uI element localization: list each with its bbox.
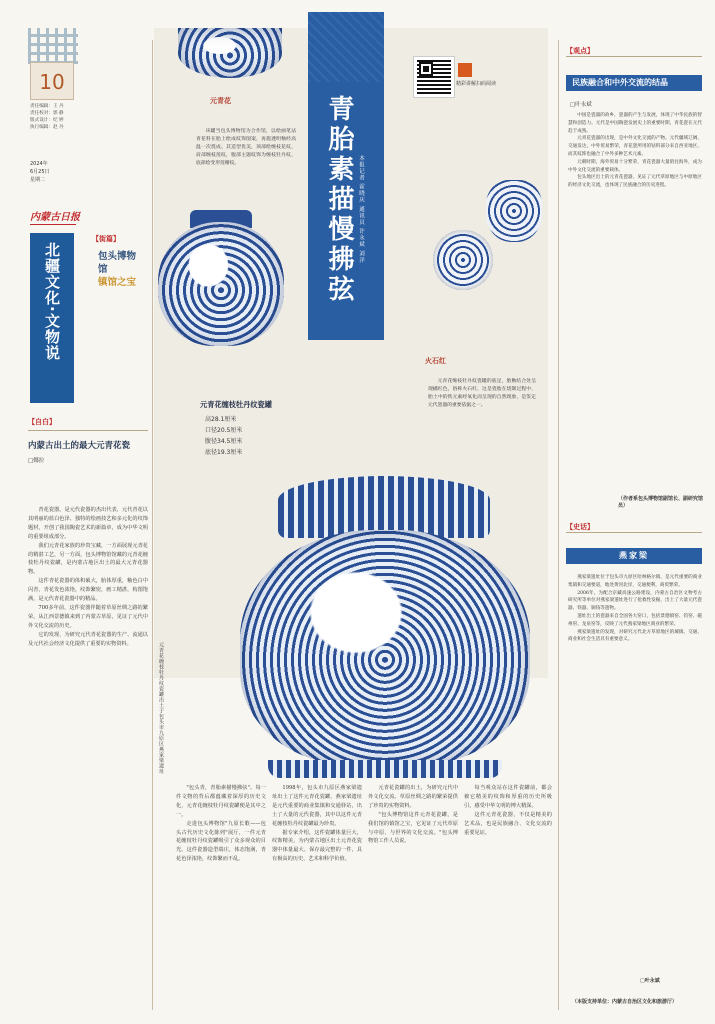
paragraph: 元青花瓷罐的出土，为研究元代中外文化交流、草原丝绸之路的繁荣提供了珍贵的实物资料。 bbox=[368, 785, 458, 809]
staff-line: 责任校对：郭 静 bbox=[30, 111, 64, 116]
date-year: 2024年 bbox=[30, 161, 48, 167]
feature-body-col-1 bbox=[176, 784, 266, 1014]
tag-rule bbox=[566, 56, 702, 57]
museum-column-title bbox=[98, 250, 138, 289]
newspaper-logo: 内蒙古日报 bbox=[30, 212, 80, 223]
text-huoshihong: 元青花缠枝牡丹纹瓷罐的底足，胎釉结合处呈现橘红色，俗称火石红，这是瓷胎在烧制过程中，胎土中的铁元素经氧化而呈现的自然现象，是鉴定元代瓷器的重要依据之一。 bbox=[428, 379, 536, 408]
history-headline: 燕家梁 bbox=[566, 548, 702, 564]
feature-body-col-3 bbox=[368, 784, 458, 1014]
left-article-byline: □娜拉 bbox=[28, 458, 45, 464]
left-article-tag: 【自白】 bbox=[28, 418, 56, 426]
left-article-header bbox=[28, 417, 148, 464]
jar-side-photo bbox=[486, 180, 542, 242]
feature-byline: 本报记者 霍晓庆 通讯员 许永斌 刘洋 bbox=[358, 155, 364, 264]
opinion-tag: 【观点】 bbox=[566, 47, 594, 55]
feature-body-col-4 bbox=[464, 784, 552, 1014]
paragraph: 元青花瓷器的出现，是中外文化交流的产物。元代疆域辽阔，交通发达，中外贸易繁荣，青花瓷所用的钴料部分来自西亚地区，而其纹饰也融合了中外多种艺术元素。 bbox=[568, 136, 702, 157]
paragraph: 走进包头博物馆"九原长歌——包头古代历史文化陈列"展厅，一件元青花缠枝牡丹纹瓷罐吸引了众多观众的目光。这件瓷器造型端庄，体态饱满，青花色泽浓艳，纹饰繁而不乱。 bbox=[176, 820, 266, 863]
banner-pattern bbox=[308, 12, 384, 82]
paragraph: 遗址出土的瓷器来自全国各大窑口，包括景德镇窑、钧窑、磁州窑、龙泉窑等，反映了元代燕家梁地区商业的繁荣。 bbox=[568, 613, 702, 627]
tag-rule bbox=[28, 430, 148, 431]
feature-title: 青胎素描慢拂弦 bbox=[324, 95, 354, 305]
history-body bbox=[568, 574, 702, 976]
paragraph: 700多年前，这件瓷器伴随着草原丝绸之路的繁荣，从江西景德镇来到了内蒙古草原，见证了元代中外文化交流的历史。 bbox=[28, 604, 148, 629]
label-huoshihong: 火石红 bbox=[425, 357, 446, 365]
spec-item: 腹径34.5厘米 bbox=[205, 438, 243, 445]
spec-item: 高28.1厘米 bbox=[205, 416, 237, 423]
paragraph: 这件青花瓷器的体积硕大，胎体厚重，釉色白中闪青，青花发色浓艳，纹饰繁密，画工精湛，构图饱满，是元代青花瓷器中的精品。 bbox=[28, 578, 148, 603]
vase-large-photo bbox=[240, 530, 530, 766]
paragraph: "包头青，青胎素描慢拂弦"。每一件文物的背后都蕴藏着深厚的历史文化，元青花缠枝牡丹纹瓷罐便是其中之一。 bbox=[176, 785, 266, 818]
column-divider bbox=[558, 40, 559, 1010]
artifact-name: 元青花缠枝牡丹纹瓷罐 bbox=[200, 400, 272, 409]
qr-finder bbox=[421, 64, 431, 74]
paragraph: 1998年，包头市九原区燕家梁遗址出土了这件元青花瓷罐。燕家梁遗址是元代重要的商业集镇和交通驿站，出土了大量的元代瓷器，其中以这件元青花缠枝牡丹纹瓷罐最为珍贵。 bbox=[272, 785, 362, 827]
date-day: 6月25日 bbox=[30, 169, 50, 175]
paragraph: 2006年，为配合京藏高速公路建设，内蒙古自治区文物考古研究所等单位对燕家梁遗址进行了抢救性发掘，出土了大量元代瓷器、铁器、铜钱等遗物。 bbox=[568, 590, 702, 612]
history-author: □叶永斌 bbox=[640, 978, 660, 984]
section-title: 北疆文化·文物说 bbox=[43, 242, 61, 361]
opinion-body bbox=[568, 112, 702, 504]
logo-rule bbox=[30, 224, 76, 225]
paragraph: 包头地区出土的元青花瓷器，见证了元代草原地区与中原地区的经济文化交流，也体现了民族融合的历史进程。 bbox=[568, 175, 702, 189]
vase-base-photo bbox=[433, 230, 493, 290]
vase-large-base bbox=[268, 760, 502, 778]
page-footer-note: （本版支持单位：内蒙古自治区文化和旅游厅） bbox=[572, 999, 678, 1005]
text-yuanqinghua: 该罐当包头博物馆为合作馆，以绘画笔法青花料在胎上绘成纹饰图案，再施透明釉经高温一次烧成。其造型优美，颈部绘缠枝花纹，肩部缠枝莲纹，腹部主题纹饰为缠枝牡丹纹，底部绘变形莲瓣纹。 bbox=[196, 129, 296, 166]
history-tag: 【史话】 bbox=[566, 523, 594, 531]
museum-column-tag: 【街篇】 bbox=[92, 235, 120, 243]
staff-line: 执行编辑：赵 丹 bbox=[30, 125, 64, 130]
staff-line: 版式设计：纪 婷 bbox=[30, 118, 64, 123]
date-week: 星期二 bbox=[30, 177, 46, 183]
left-article-body bbox=[28, 506, 148, 1012]
opinion-author-note: （作者系包头博物馆副馆长、副研究馆员） bbox=[618, 496, 704, 509]
column-divider bbox=[152, 40, 153, 1010]
photo-caption: 元青花缠枝牡丹纹瓷罐出土于包头市九原区燕家梁遗址 bbox=[158, 642, 164, 774]
issue-date bbox=[30, 160, 74, 184]
paragraph: 它的发现，为研究元代青花瓷器的生产、流通以及元代社会经济文化提供了重要的实物资料。 bbox=[28, 631, 148, 647]
museum-name: 包头博物馆 bbox=[98, 251, 137, 275]
spec-item: 底径19.3厘米 bbox=[205, 449, 243, 456]
museum-treasure: 镇馆之宝 bbox=[98, 277, 137, 288]
page-number: 10 bbox=[30, 62, 74, 100]
paragraph: 元朝时期，海外贸易十分繁荣，青花瓷器大量销往海外，成为中外文化交流的重要载体。 bbox=[568, 159, 702, 173]
paragraph: 燕家梁遗址的发现，对研究元代北方草原地区的城镇、交通、商业和社会生活具有重要意义。 bbox=[568, 629, 702, 643]
paragraph: 据专家介绍，这件瓷罐体量巨大，纹饰精美，为内蒙古地区出土元青花瓷器中体量最大、保存最完整的一件，具有极高的历史、艺术和科学价值。 bbox=[272, 829, 362, 863]
app-logo-icon bbox=[458, 63, 472, 77]
artifact-specs bbox=[205, 414, 242, 458]
paragraph: 这件元青花瓷器，不仅是精美的艺术品，也是民族融合、文化交流的重要见证。 bbox=[464, 811, 552, 836]
vase-large-neck bbox=[278, 476, 490, 538]
paragraph: 我们元青花家族的珍贵宝藏，一方面展现元青花的精湛工艺，另一方面，包头博物馆馆藏的元青花缠枝牡丹纹瓷罐，是内蒙古地区出土的最大元青花器物。 bbox=[28, 542, 148, 576]
opinion-headline: 民族融合和中外交流的结晶 bbox=[566, 75, 702, 91]
vase-top-photo bbox=[178, 28, 282, 78]
feature-body-col-2 bbox=[272, 784, 362, 1014]
paragraph: "包头博物馆这件元青花瓷罐，是我们馆的镇馆之宝，它见证了元代草原与中原、与世界的文化交流。"包头博物馆工作人员说。 bbox=[368, 811, 458, 845]
opinion-byline: □叶永斌 bbox=[570, 102, 592, 108]
staff-line: 责任编辑：王 丹 bbox=[30, 104, 64, 109]
qr-caption: 精彩讲解扫码阅读 bbox=[456, 81, 497, 87]
paragraph: 每当观众站在这件瓷罐前，都会被它精美的纹饰和厚重的历史所吸引，感受中华文明的博大精深。 bbox=[464, 785, 552, 809]
paragraph: 中国是瓷器的故乡，瓷器的产生与发展，体现了中华民族的智慧和创造力。元代是中国陶瓷发展史上的重要时期，青花瓷在元代趋于成熟。 bbox=[568, 113, 702, 134]
vase-small-photo bbox=[158, 222, 284, 346]
tag-rule bbox=[566, 532, 702, 533]
left-article-headline: 内蒙古出土的最大元青花瓷 bbox=[28, 441, 131, 451]
decorative-pattern bbox=[28, 28, 78, 64]
spec-item: 口径20.5厘米 bbox=[205, 427, 243, 434]
paragraph: 燕家梁遗址位于包头市九原区哈林格尔镇，是元代重要的商业集镇和交通要道，地处黄河北岸，交通便利，商贸繁荣。 bbox=[568, 575, 702, 588]
qr-code[interactable] bbox=[414, 57, 454, 97]
paragraph: 青花瓷器，是元代瓷器的杰出代表，元代青花以其明丽的蓝白色泽、独特的绘画技艺和多元化的纹饰题材，开创了我国陶瓷艺术的新篇章，成为中华文明的重要组成部分。 bbox=[28, 507, 148, 540]
label-yuanqinghua: 元青花 bbox=[210, 97, 231, 105]
staff-credits bbox=[30, 103, 74, 157]
